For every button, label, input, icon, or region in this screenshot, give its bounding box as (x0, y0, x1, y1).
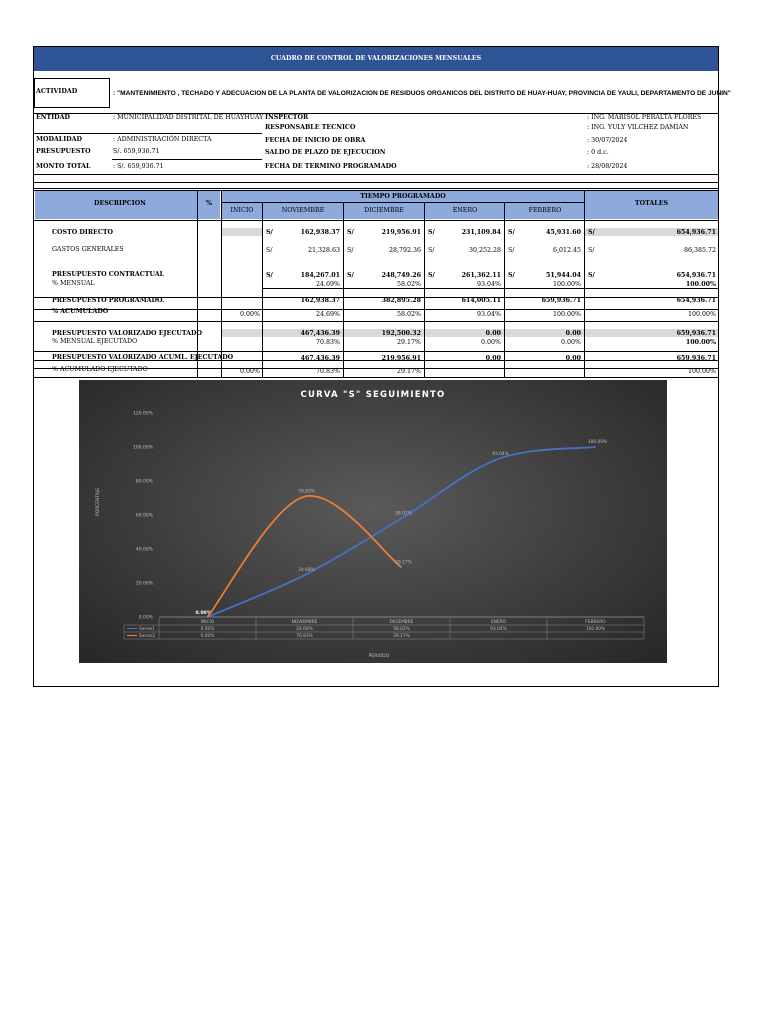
pa-febrero: 100.00% (552, 311, 581, 318)
currency-symbol: S/ (588, 229, 595, 236)
currency-symbol: S/ (428, 272, 435, 279)
pm-enero: 93.04% (476, 281, 501, 288)
data-label: 0.00% (195, 611, 212, 616)
pm-febrero: 100.00% (552, 281, 581, 288)
actividad-label: ACTIVIDAD (36, 88, 78, 95)
inicio-label: FECHA DE INICIO DE OBRA (265, 137, 366, 144)
responsable-label: RESPONSABLE TECNICO (265, 124, 356, 131)
pc-noviembre: 184,267.01 (300, 272, 340, 279)
y-tick-label: 100.00% (132, 445, 153, 451)
inspector-value: : ING. MARISOL PERALTA FLORES (587, 114, 702, 121)
me-noviembre: 70.83% (315, 339, 340, 346)
gg-febrero: 6,012.45 (552, 247, 581, 254)
x-tick-label: DICIEMBRE (389, 620, 414, 625)
y-tick-label: 120.00% (132, 411, 153, 417)
y-tick-label: 40.00% (135, 547, 153, 553)
data-label: 29.17% (395, 560, 412, 566)
me-diciembre: 29.17% (396, 339, 421, 346)
me-enero: 0.00% (480, 339, 501, 346)
s-curve-chart (79, 380, 667, 663)
sheet-title: CUADRO DE CONTROL DE VALORIZACIONES MENSUALES (270, 55, 482, 62)
cd-enero: 231,109.84 (461, 229, 501, 236)
ae-enero: 0.00 (485, 355, 501, 362)
legend-series-name: Series1 (139, 627, 155, 632)
row-contractual-label: PRESUPUESTO CONTRACTUAL (52, 271, 165, 278)
pa-inicio: 0.00% (239, 311, 260, 318)
me-total: 100.00% (685, 339, 716, 346)
legend-series-name: Series2 (139, 634, 155, 639)
chart-svg (79, 380, 667, 663)
table-value: 24.69% (296, 627, 313, 632)
x-tick-label: FEBRERO (585, 620, 606, 625)
table-value: 0.00% (200, 634, 215, 639)
termino-label: FECHA DE TERMINO PROGRAMADO (265, 163, 397, 170)
currency-symbol: S/ (266, 247, 273, 254)
entidad-value: : MUNICIPALIDAD DISTRITAL DE HUAYHUAY (113, 114, 264, 121)
chart-series (196, 439, 608, 617)
ae-total: 659,936.71 (676, 355, 716, 362)
pp-febrero: 659,936.71 (541, 297, 581, 304)
pp-diciembre: 382,895.28 (381, 297, 421, 304)
period-diciembre: DICIEMBRE (364, 207, 404, 214)
table-value: 70.83% (296, 634, 313, 639)
y-tick-label: 60.00% (135, 513, 153, 519)
pm-total: 100.00% (685, 281, 716, 288)
y-tick-label: 80.00% (135, 479, 153, 485)
pc-febrero: 51,944.04 (545, 272, 581, 279)
header-totales-label: TOTALES (634, 200, 669, 207)
cd-total: 654,936.71 (676, 229, 716, 236)
pa-diciembre: 58.02% (396, 311, 421, 318)
row-ejecutado-label: PRESUPUESTO VALORIZADO EJECUTADO (52, 330, 202, 337)
y-tick-label: 20.00% (135, 581, 153, 587)
period-febrero: FEBRERO (528, 207, 562, 214)
row-mensual-ejec-label: % MENSUAL EJECUTADO (52, 338, 138, 345)
data-label: 100.00% (587, 440, 608, 445)
inspector-label: INSPECTOR (265, 114, 309, 121)
pe-diciembre: 192,500.32 (381, 330, 421, 337)
valuation-sheet (33, 46, 731, 687)
data-label: 58.02% (395, 511, 412, 517)
row-mensual-label: % MENSUAL (52, 280, 95, 287)
gg-enero: 30,252.28 (468, 247, 501, 254)
row-costo-directo-label: COSTO DIRECTO (52, 229, 114, 236)
chart-title: CURVA "S" SEGUIMIENTO (300, 390, 446, 400)
period-inicio: INICIO (230, 207, 254, 214)
currency-symbol: S/ (347, 247, 354, 254)
modalidad-label: MODALIDAD (36, 136, 82, 143)
pe-noviembre: 467,436.39 (300, 330, 340, 337)
presupuesto-value: S/. 659,936.71 (113, 148, 160, 155)
cd-noviembre: 162,938.37 (300, 229, 340, 236)
chart-grid (133, 411, 154, 621)
header-tiempo-label: TIEMPO PROGRAMADO (360, 193, 446, 200)
row-pct-acum-ejec-label: % ACUMULADO EJECUTADO (52, 366, 148, 373)
presupuesto-label: PRESUPUESTO (36, 148, 91, 155)
pe-febrero: 0.00 (565, 330, 581, 337)
header-pct-label: % (206, 200, 212, 207)
series-line-series2 (208, 496, 402, 617)
pae-total: 100.00% (687, 368, 716, 375)
pa-noviembre: 24.69% (315, 311, 340, 318)
currency-symbol: S/ (508, 247, 515, 254)
pae-inicio: 0.00% (239, 368, 260, 375)
pp-total: 654,936.71 (676, 297, 716, 304)
cd-diciembre: 219,956.91 (381, 229, 421, 236)
inicio-value: : 30/07/2024 (587, 137, 628, 144)
table-value: 100.00% (585, 627, 606, 632)
chart-ylabel: PORCENTAJE (96, 487, 101, 517)
table-value: 0.00% (200, 627, 215, 632)
title-bar (34, 47, 718, 71)
period-noviembre: NOVIEMBRE (281, 207, 325, 214)
currency-symbol: S/ (428, 247, 435, 254)
me-febrero: 0.00% (560, 339, 581, 346)
currency-symbol: S/ (508, 272, 515, 279)
chart-xlabel: PERIODO (368, 654, 390, 659)
pae-noviembre: 70.83% (315, 368, 340, 375)
currency-symbol: S/ (266, 229, 273, 236)
pe-enero: 0.00 (485, 330, 501, 337)
currency-symbol: S/ (266, 272, 273, 279)
monto-value: : S/. 659,936.71 (113, 163, 164, 170)
row-acum-ejec-label: PRESUPUESTO VALORIZADO ACUML. EJECUTADO (52, 354, 234, 361)
gg-noviembre: 21,328.63 (307, 247, 340, 254)
table-value: 58.02% (393, 627, 410, 632)
gg-total: 86,385.72 (683, 247, 716, 254)
currency-symbol: S/ (347, 229, 354, 236)
cd-febrero: 45,931.60 (545, 229, 581, 236)
pa-total: 100.00% (687, 311, 716, 318)
pm-diciembre: 58.02% (396, 281, 421, 288)
currency-symbol: S/ (508, 229, 515, 236)
pp-noviembre: 162,938.37 (300, 297, 340, 304)
currency-symbol: S/ (347, 272, 354, 279)
x-tick-label: NOVIEMBRE (291, 620, 318, 625)
pa-enero: 93.04% (476, 311, 501, 318)
entidad-label: ENTIDAD (36, 114, 70, 121)
period-enero: ENERO (452, 207, 478, 214)
gg-diciembre: 28,792.36 (388, 247, 421, 254)
monto-label: MONTO TOTAL (36, 163, 91, 170)
row-gastos-label: GASTOS GENERALES (52, 246, 124, 253)
currency-symbol: S/ (428, 229, 435, 236)
x-tick-label: ENERO (490, 620, 507, 625)
ae-febrero: 0.00 (565, 355, 581, 362)
ae-noviembre: 467,436.39 (300, 355, 340, 362)
y-tick-label: 0.00% (138, 615, 153, 621)
table-value: 29.17% (393, 634, 410, 639)
pae-diciembre: 29.17% (396, 368, 421, 375)
actividad-value: : "MANTENIMIENTO , TECHADO Y ADECUACION DE LA PLANTA DE VALORIZACION DE RESIDUOS ORGANICOS DEL DISTRITO DE HUAY-HUAY, PROVINCIA DE YAULI, DEPARTAMENTO DE JUNIN" (113, 90, 731, 97)
saldo-label: SALDO DE PLAZO DE EJECUCION (265, 149, 386, 156)
header-descripcion-label: DESCRIPCION (94, 200, 146, 207)
termino-value: : 28/08/2024 (587, 163, 628, 170)
currency-symbol: S/ (588, 272, 595, 279)
saldo-value: : 0 d.c. (587, 149, 609, 156)
data-label: 93.04% (492, 451, 509, 457)
pm-noviembre: 24.69% (315, 281, 340, 288)
chart-axes (159, 617, 644, 625)
pc-enero: 261,362.11 (461, 272, 501, 279)
data-label: 24.69% (298, 568, 315, 574)
table-value: 93.04% (490, 627, 507, 632)
ae-diciembre: 219,956.91 (381, 355, 421, 362)
row-programado-label: PRESUPUESTO PROGRAMADO. (52, 297, 165, 304)
currency-symbol: S/ (588, 247, 595, 254)
x-tick-label: INICIO (200, 620, 215, 625)
row-acumulado-label: % ACUMULADO (52, 308, 109, 315)
pe-total: 659,936.71 (676, 330, 716, 337)
pc-diciembre: 248,749.26 (381, 272, 421, 279)
pp-enero: 614,005.11 (461, 297, 501, 304)
responsable-value: : ING. YULY VILCHEZ DAMIAN (587, 124, 689, 131)
data-label: 70.83% (298, 489, 315, 495)
pc-total: 654,936.71 (676, 272, 716, 279)
modalidad-value: : ADMINISTRACIÓN DIRECTA (113, 136, 212, 143)
